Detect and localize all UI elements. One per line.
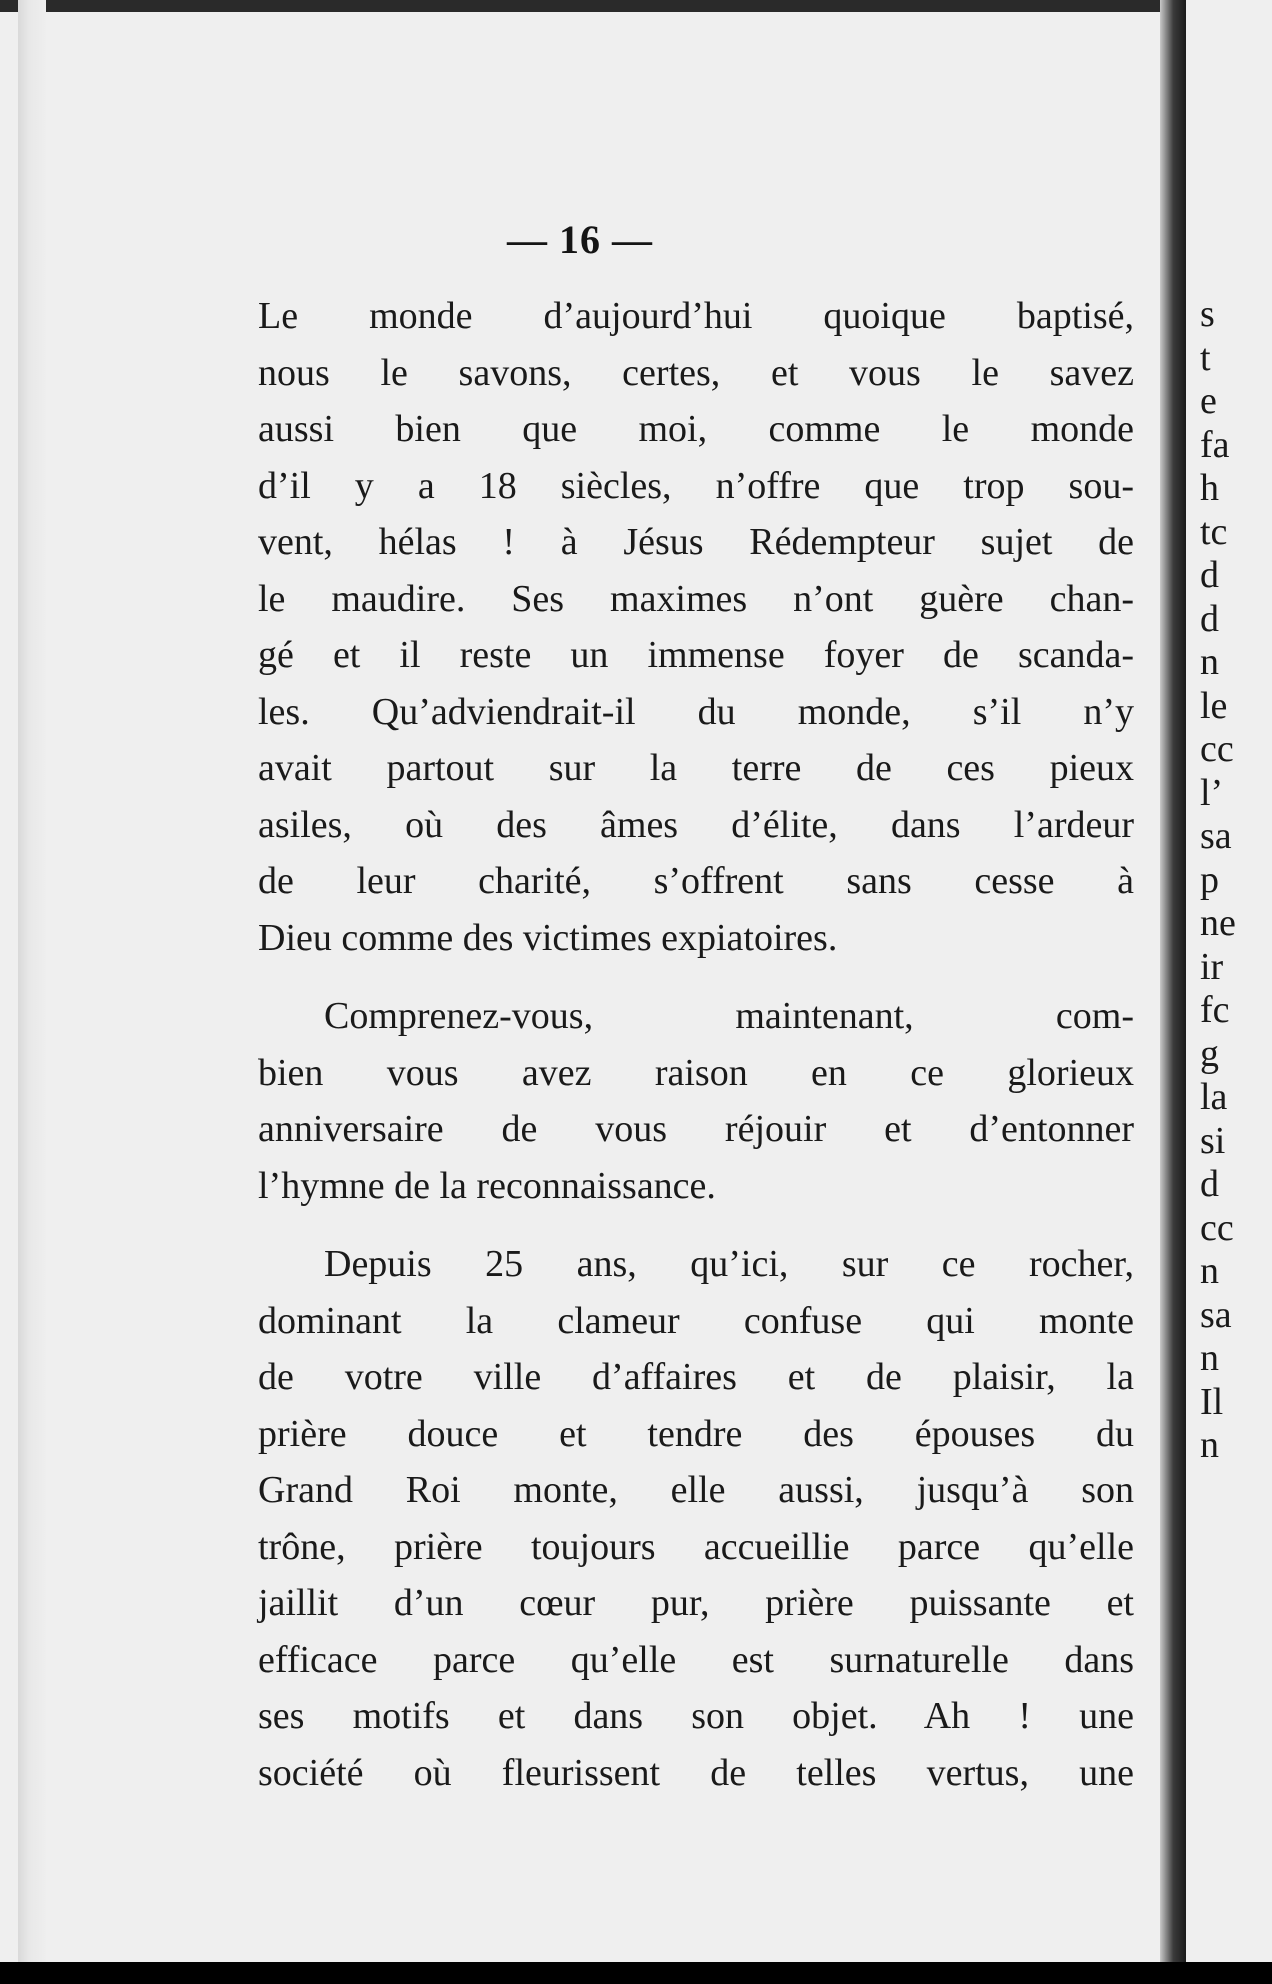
text-line: de votre ville d’affaires et de plaisir, la — [258, 1356, 1134, 1398]
facing-page-text-fragment: sa — [1200, 815, 1232, 857]
text-line: trône, prière toujours accueillie parce qu’elle — [258, 1525, 1134, 1568]
text-line: vent, hélas ! à Jésus Rédempteur sujet de — [258, 521, 1134, 563]
facing-page-text-fragment: d — [1200, 1163, 1219, 1205]
facing-page-text-fragment: n — [1200, 1250, 1219, 1292]
text-line: efficace parce qu’elle est surnaturelle dans — [258, 1638, 1134, 1681]
text-line: Dieu comme des victimes expiatoires. — [258, 916, 838, 959]
paragraph — [258, 988, 1134, 1214]
facing-page-fragment — [1186, 0, 1272, 1962]
text-line: bien vous avez raison en ce glorieux — [258, 1051, 1134, 1094]
text-line: anniversaire de vous réjouir et d’entonner — [258, 1108, 1134, 1150]
facing-page-text-fragment: Il — [1200, 1380, 1224, 1423]
text-line: les. Qu’adviendrait-il du monde, s’il n’y — [258, 690, 1134, 733]
text-line: ses motifs et dans son objet. Ah ! une — [258, 1695, 1134, 1737]
text-line: l’hymne de la reconnaissance. — [258, 1164, 716, 1207]
facing-page-text-fragment: h — [1200, 467, 1219, 509]
text-line: le maudire. Ses maximes n’ont guère chan- — [258, 577, 1134, 620]
paragraph — [258, 288, 1134, 966]
facing-page-text-fragment: e — [1200, 380, 1217, 422]
text-line: Depuis 25 ans, qu’ici, sur ce rocher, — [324, 1243, 1134, 1285]
facing-page-text-fragment: t — [1200, 336, 1211, 379]
page-number: — 16 — — [507, 217, 653, 262]
facing-page-text-fragment: p — [1200, 858, 1219, 901]
body-text — [258, 288, 1134, 1801]
paragraph — [258, 1236, 1134, 1801]
text-line: Grand Roi monte, elle aussi, jusqu’à son — [258, 1469, 1134, 1511]
text-line: de leur charité, s’offrent sans cesse à — [258, 860, 1134, 902]
page-top-edge — [0, 0, 1178, 12]
scan-bottom-border — [0, 1962, 1272, 1984]
page-left-edge — [18, 0, 46, 1962]
text-line: nous le savons, certes, et vous le savez — [258, 351, 1134, 394]
text-line: prière douce et tendre des épouses du — [258, 1412, 1134, 1455]
facing-page-text-fragment: n — [1200, 641, 1219, 683]
facing-page-text-fragment: tc — [1200, 510, 1228, 553]
paragraph-gap — [258, 1214, 1134, 1236]
facing-page-text-fragment: ne — [1200, 902, 1236, 944]
facing-page-text-fragment: g — [1200, 1032, 1219, 1075]
facing-page-text-fragment: le — [1200, 684, 1228, 727]
paragraph-gap — [258, 966, 1134, 988]
text-line: asiles, où des âmes d’élite, dans l’ardeur — [258, 803, 1134, 846]
text-line: d’il y a 18 siècles, n’offre que trop sou- — [258, 464, 1134, 507]
facing-page-text-fragment: la — [1200, 1076, 1228, 1118]
facing-page-text-fragment: n — [1200, 1424, 1219, 1466]
text-line: société où fleurissent de telles vertus, une — [258, 1751, 1134, 1794]
text-line: aussi bien que moi, comme le monde — [258, 408, 1134, 450]
facing-page-text-fragment: fc — [1200, 989, 1230, 1031]
facing-page-text-fragment: d — [1200, 554, 1219, 596]
facing-page-text-fragment: ir — [1200, 945, 1224, 988]
text-line: dominant la clameur confuse qui monte — [258, 1299, 1134, 1342]
facing-page-text-fragment: l’ — [1200, 771, 1224, 814]
facing-page-text-fragment: fa — [1200, 423, 1230, 466]
text-line: jaillit d’un cœur pur, prière puissante et — [258, 1582, 1134, 1624]
text-line: Comprenez-vous, maintenant, com- — [324, 995, 1134, 1037]
facing-page-text-fragment: s — [1200, 293, 1215, 335]
facing-page-text-fragment: cc — [1200, 728, 1234, 770]
facing-page-text-fragment: n — [1200, 1337, 1219, 1379]
text-line: gé et il reste un immense foyer de scanda- — [258, 634, 1134, 676]
facing-page-text-fragment: si — [1200, 1119, 1226, 1162]
text-line: Le monde d’aujourd’hui quoique baptisé, — [258, 295, 1134, 337]
facing-page-text-fragment: d — [1200, 597, 1219, 640]
facing-page-text-fragment: cc — [1200, 1206, 1234, 1249]
text-line: avait partout sur la terre de ces pieux — [258, 747, 1134, 789]
facing-page-text-fragment: sa — [1200, 1293, 1232, 1336]
